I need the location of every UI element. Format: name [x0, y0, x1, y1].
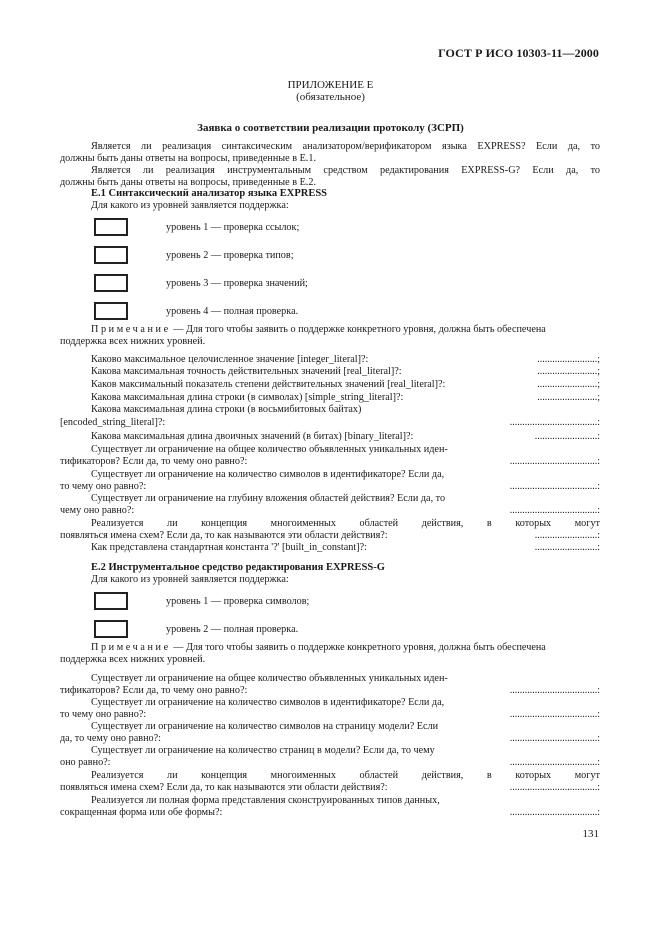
section1-note-line1 [91, 324, 600, 336]
answer-blank[interactable]: ...................................: [509, 807, 600, 818]
g-level2-checkbox[interactable] [94, 620, 128, 638]
g-level1-checkbox[interactable] [94, 592, 128, 610]
intro-p2-line1: Является ли реализация инструментальным средством редактирования EXPRESS-G? Если да, то [91, 165, 600, 176]
g-q-symbols-per-page-line2: да, то чему оно равно?: [60, 733, 161, 744]
q-scope-depth-line2: чему оно равно?: [60, 505, 135, 516]
section2-note-line2: поддержка всех нижних уровней. [60, 654, 206, 665]
q-multi-scope-line1: Реализуется ли концепция многоименных областей действия, в которых могут [91, 518, 600, 529]
answer-blank[interactable]: ...................................: [509, 757, 600, 768]
answer-blank[interactable]: ...................................: [509, 505, 600, 516]
g-q-multi-scope-line1: Реализуется ли концепция многоименных областей действия, в которых могут [91, 770, 600, 781]
page-number: 131 [582, 828, 599, 840]
appendix-subtitle: (обязательное) [296, 91, 365, 103]
answer-blank[interactable]: .........................: [534, 431, 600, 442]
note-lead: Примечание [91, 642, 171, 653]
q-multi-scope-line2: появляться имена схем? Если да, то как называются эти области действия?: [60, 530, 388, 541]
level4-checkbox[interactable] [94, 302, 128, 320]
g-q-type-form-line1: Реализуется ли полная форма представления сконструированных типов данных, [91, 795, 440, 806]
g-level2-label: уровень 2 — полная проверка. [166, 624, 299, 635]
appendix-title: ПРИЛОЖЕНИЕ Е [287, 79, 374, 91]
answer-blank[interactable]: ...................................: [509, 782, 600, 793]
level3-checkbox[interactable] [94, 274, 128, 292]
appendix-heading [0, 79, 661, 103]
section2-levels-prompt: Для какого из уровней заявляется поддержка: [91, 574, 289, 585]
section1-title: Е.1 Синтаксический анализатор языка EXPRESS [91, 188, 328, 199]
intro-p1-line1: Является ли реализация синтаксическим анализатором/верификатором языка EXPRESS? Если да, то [91, 141, 600, 152]
answer-blank[interactable]: ...................................: [509, 685, 600, 696]
answer-blank[interactable]: ...................................: [509, 709, 600, 720]
section2-title: Е.2 Инструментальное средство редактирования EXPRESS-G [91, 562, 385, 573]
q-real-precision: Какова максимальная точность действительных значений [real_literal]?: [91, 366, 402, 377]
q-identifier-length-line2: то чему оно равно?: [60, 481, 147, 492]
g-q-identifiers-count-line2: тификаторов? Если да, то чему оно равно?: [60, 685, 248, 696]
intro-p1-line2: должны быть даны ответы на вопросы, приведенные в Е.1. [60, 153, 316, 164]
q-builtin-constant: Как представлена стандартная константа '?' [built_in_constant]?: [91, 542, 367, 553]
section2-note-line1 [91, 642, 600, 654]
note-text: — Для того чтобы заявить о поддержке конкретного уровня, должна быть обеспечена [170, 642, 546, 653]
level1-checkbox[interactable] [94, 218, 128, 236]
answer-blank[interactable]: .........................: [534, 530, 600, 541]
standard-header: ГОСТ Р ИСО 10303-11—2000 [438, 46, 599, 60]
q-integer-literal: Каково максимальное целочисленное значение [integer_literal]?: [91, 354, 369, 365]
answer-blank[interactable]: .........................: [534, 542, 600, 553]
level4-label: уровень 4 — полная проверка. [166, 306, 299, 317]
document-title: Заявка о соответствии реализации протоколу (ЗСРП) [197, 122, 464, 134]
answer-blank[interactable]: ...................................: [509, 456, 600, 467]
answer-blank[interactable]: ........................; [537, 379, 600, 390]
q-binary-literal: Какова максимальная длина двоичных значений (в битах) [binary_literal]?: [91, 431, 414, 442]
q-identifier-length-line1: Существует ли ограничение на количество символов в идентификаторе? Если да, [91, 469, 445, 480]
q-real-exponent: Каков максимальный показатель степени действительных значений [real_literal]?: [91, 379, 446, 390]
g-q-type-form-line2: сокращенная форма или обе формы?: [60, 807, 223, 818]
answer-blank[interactable]: ........................; [537, 392, 600, 403]
g-q-pages-count-line1: Существует ли ограничение на количество страниц в модели? Если да, то чему [91, 745, 435, 756]
level2-label: уровень 2 — проверка типов; [166, 250, 294, 261]
answer-blank[interactable]: ...................................: [509, 417, 600, 428]
q-identifiers-count-line1: Существует ли ограничение на общее количество объявленных уникальных иден- [91, 444, 448, 455]
answer-blank[interactable]: ...................................: [509, 733, 600, 744]
g-q-pages-count-line2: оно равно?: [60, 757, 111, 768]
level3-label: уровень 3 — проверка значений; [166, 278, 308, 289]
g-q-identifiers-count-line1: Существует ли ограничение на общее количество объявленных уникальных иден- [91, 673, 448, 684]
q-identifiers-count-line2: тификаторов? Если да, то чему оно равно?: [60, 456, 248, 467]
g-q-identifier-length-line2: то чему оно равно?: [60, 709, 147, 720]
g-q-multi-scope-line2: появляться имена схем? Если да, то как называются эти области действия?: [60, 782, 388, 793]
section1-levels-prompt: Для какого из уровней заявляется поддержка: [91, 200, 289, 211]
q-encoded-string-line1: Какова максимальная длина строки (в восьмибитовых байтах) [91, 404, 362, 415]
q-encoded-string-line2: [encoded_string_literal]?: [60, 417, 166, 428]
level1-label: уровень 1 — проверка ссылок; [166, 222, 300, 233]
level2-checkbox[interactable] [94, 246, 128, 264]
note-lead: Примечание [91, 324, 171, 335]
g-q-identifier-length-line1: Существует ли ограничение на количество символов в идентификаторе? Если да, [91, 697, 445, 708]
answer-blank[interactable]: ........................; [537, 366, 600, 377]
answer-blank[interactable]: ...................................: [509, 481, 600, 492]
g-level1-label: уровень 1 — проверка символов; [166, 596, 310, 607]
section1-note-line2: поддержка всех нижних уровней. [60, 336, 206, 347]
g-q-symbols-per-page-line1: Существует ли ограничение на количество символов на страницу модели? Если [91, 721, 439, 732]
q-scope-depth-line1: Существует ли ограничение на глубину вложения областей действия? Если да, то [91, 493, 446, 504]
note-text: — Для того чтобы заявить о поддержке конкретного уровня, должна быть обеспечена [170, 324, 546, 335]
q-simple-string: Какова максимальная длина строки (в символах) [simple_string_literal]?: [91, 392, 404, 403]
answer-blank[interactable]: ........................; [537, 354, 600, 365]
intro-p2-line2: должны быть даны ответы на вопросы, приведенные в Е.2. [60, 177, 316, 188]
